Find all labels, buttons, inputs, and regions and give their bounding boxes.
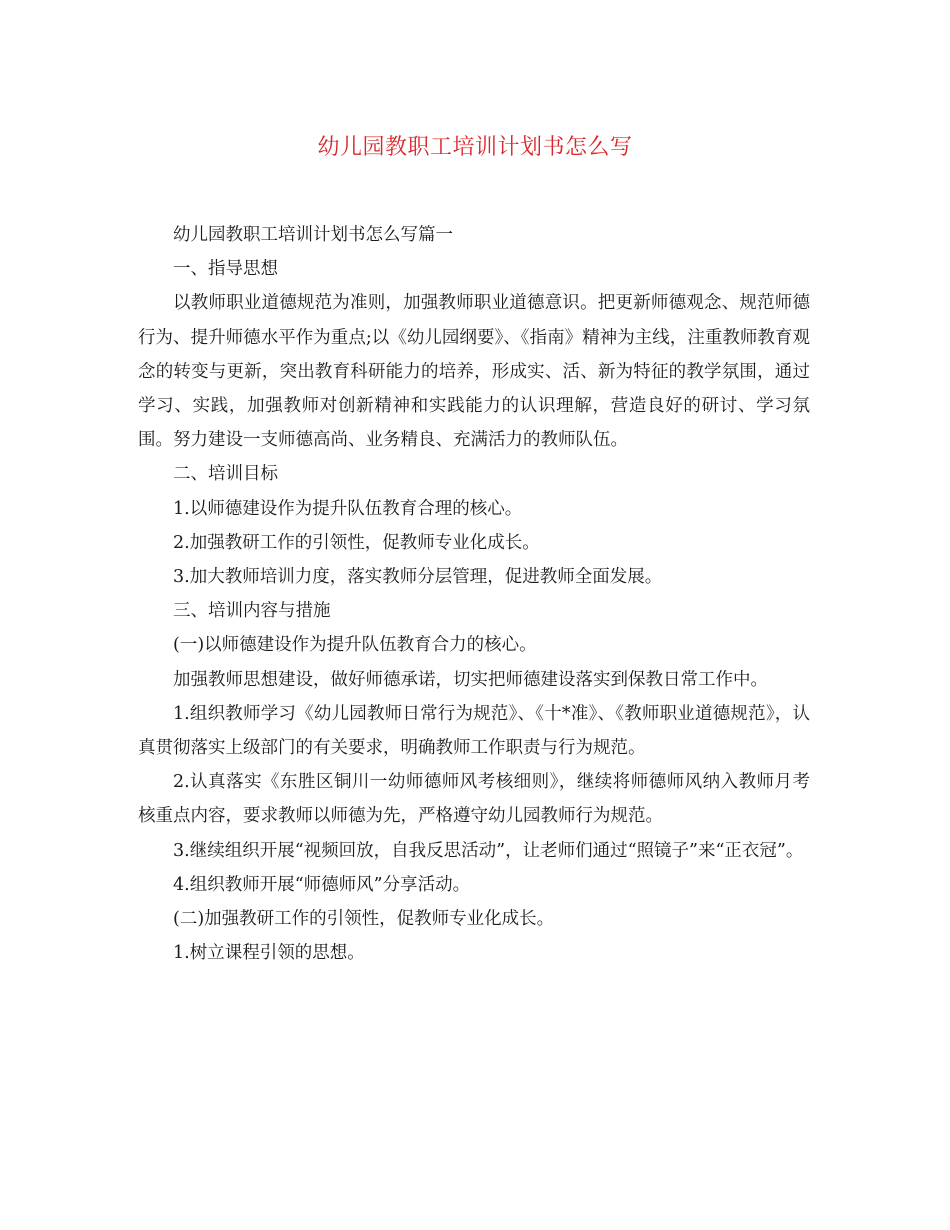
document-body	[138, 218, 810, 970]
section-heading: 一、指导思想	[173, 259, 278, 280]
list-item: 1.以师德建设作为提升队伍教育合理的核心。	[173, 498, 523, 519]
paragraph: 加强教师思想建设，做好师德承诺，切实把师德建设落实到保教日常工作中。	[173, 669, 768, 690]
list-item: 2.认真落实《东胜区铜川一幼师德师风考核细则》，继续将师德师风纳入教师月考核重点内容，要求教师以师德为先，严格遵守幼儿园教师行为规范。	[138, 772, 810, 827]
list-item: 3.继续组织开展“视频回放，自我反思活动”，让老师们通过“照镜子”来“正衣冠”。	[173, 840, 804, 861]
list-item: 1.组织教师学习《幼儿园教师日常行为规范》、《十*准》、《教师职业道德规范》，认真贯彻落实上级部门的有关要求，明确教师工作职责与行为规范。	[138, 703, 810, 759]
section-heading: 三、培训内容与措施	[173, 601, 331, 622]
list-item: 3.加大教师培训力度，落实教师分层管理，促进教师全面发展。	[173, 567, 663, 588]
list-item: 4.组织教师开展“师德师风”分享活动。	[173, 874, 471, 895]
paragraph: 幼儿园教职工培训计划书怎么写篇一	[173, 225, 453, 245]
subsection-heading: (二)加强教研工作的引领性，促教师专业化成长。	[173, 909, 555, 930]
list-item: 2.加强教研工作的引领性，促教师专业化成长。	[173, 532, 540, 553]
document-title: 幼儿园教职工培训计划书怎么写	[317, 135, 633, 160]
list-item: 1.树立课程引领的思想。	[173, 943, 365, 964]
paragraph: 以教师职业道德规范为准则，加强教师职业道德意识。把更新师德观念、规范师德行为、提升师德水平作为重点;以《幼儿园纲要》、《指南》精神为主线，注重教师教育观念的转变与更新，突出教育科研能力的培养，形成实、活、新为特征的教学氛围，通过学习、实践，加强教师对创新精神和实践能力的认识理解，营造良好的研讨、学习氛围。努力建设一支师德高尚、业务精良、充满活力的教师队伍。	[138, 293, 810, 451]
subsection-heading: (一)以师德建设作为提升队伍教育合力的核心。	[173, 635, 537, 656]
section-heading: 二、培训目标	[173, 464, 278, 485]
